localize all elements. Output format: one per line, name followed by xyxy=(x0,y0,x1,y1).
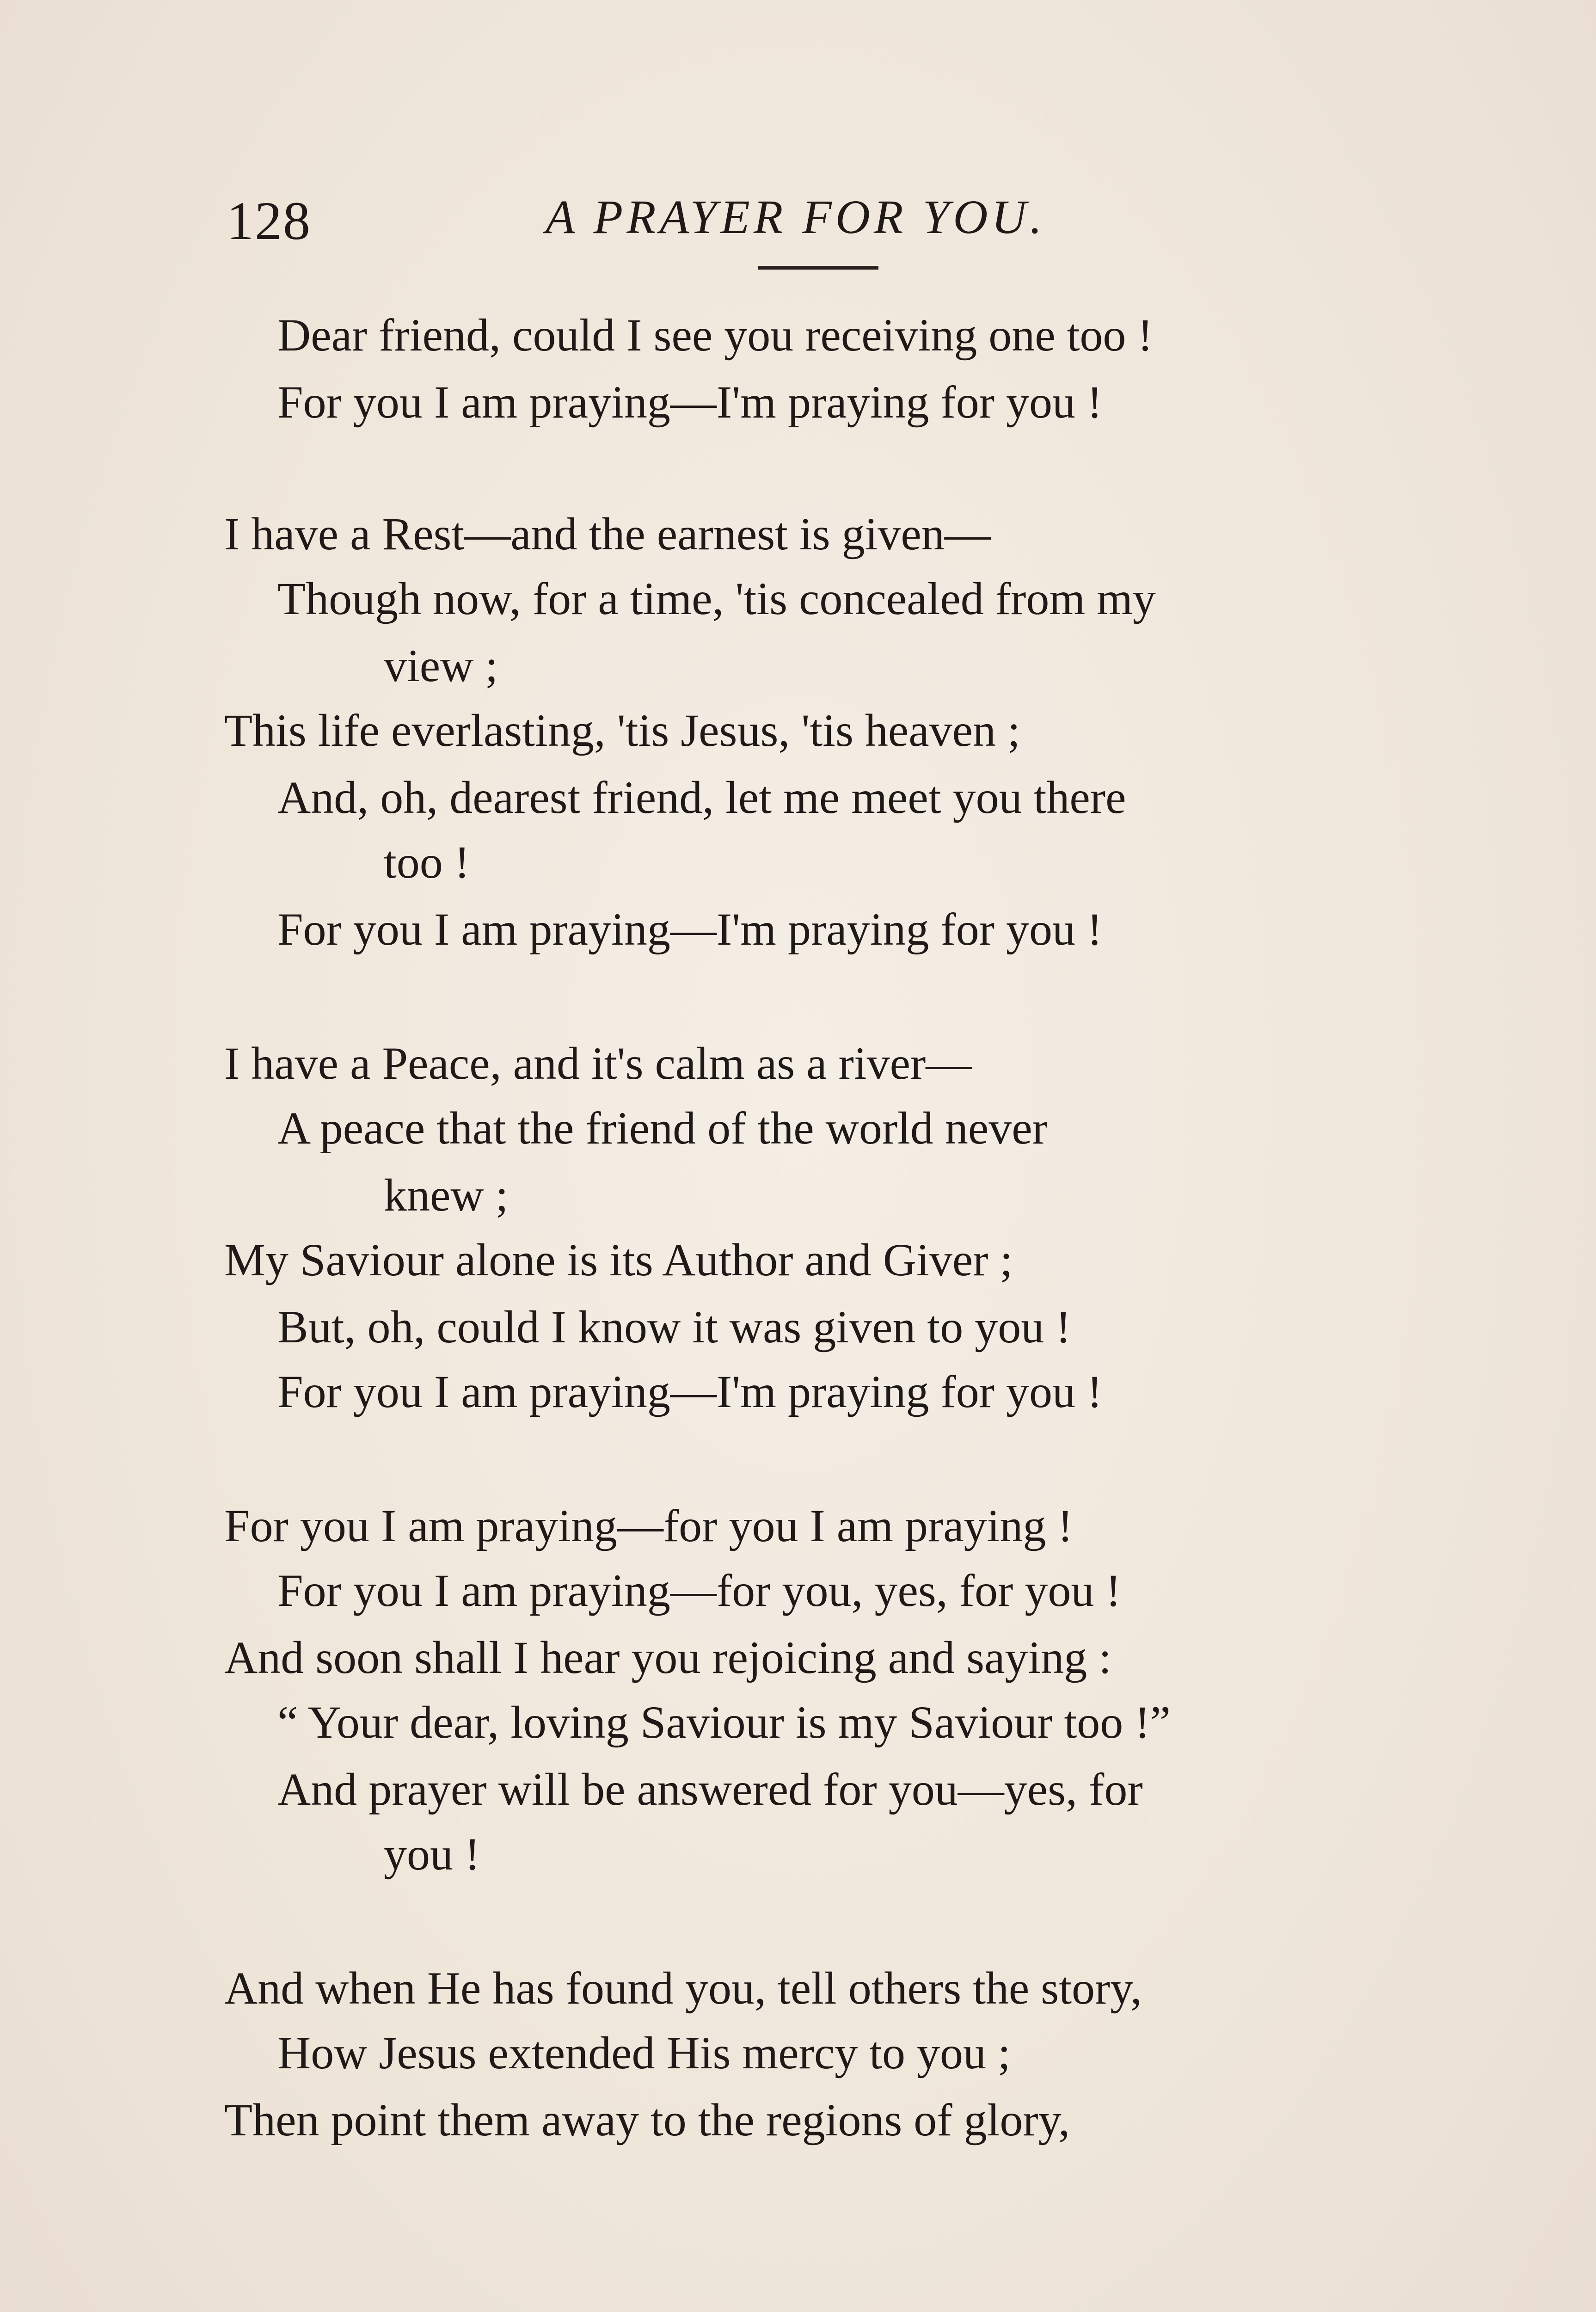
poem-line: And when He has found you, tell others the story, xyxy=(224,1962,1142,2014)
poem-line: For you I am praying—I'm praying for you ! xyxy=(277,376,1103,428)
poem-line: My Saviour alone is its Author and Giver ; xyxy=(224,1234,1013,1285)
poem-line: And soon shall I hear you rejoicing and saying : xyxy=(224,1632,1112,1683)
poem-line: I have a Rest—and the earnest is given— xyxy=(224,508,991,560)
poem-line: too ! xyxy=(384,836,470,888)
poem-line: How Jesus extended His mercy to you ; xyxy=(277,2027,1011,2078)
running-title: A PRAYER FOR YOU. xyxy=(546,191,1046,244)
poem-line: “ Your dear, loving Saviour is my Saviour too !” xyxy=(277,1697,1171,1748)
poem-line: And, oh, dearest friend, let me meet you there xyxy=(277,772,1126,823)
poem-line: For you I am praying—for you I am praying ! xyxy=(224,1500,1073,1551)
page-header xyxy=(0,180,1596,254)
poem-line: Then point them away to the regions of glory, xyxy=(224,2094,1070,2146)
poem-line: And prayer will be answered for you—yes, for xyxy=(277,1764,1143,1815)
page-number: 128 xyxy=(227,191,311,251)
poem-line: For you I am praying—I'm praying for you ! xyxy=(277,904,1103,955)
poem-line: you ! xyxy=(384,1828,480,1880)
poem-line: Dear friend, could I see you receiving one too ! xyxy=(277,309,1153,361)
poem-line: For you I am praying—for you, yes, for you ! xyxy=(277,1565,1121,1616)
poem-line: I have a Peace, and it's calm as a river— xyxy=(224,1038,972,1089)
poem-line: This life everlasting, 'tis Jesus, 'tis heaven ; xyxy=(224,705,1020,756)
poem-line: A peace that the friend of the world never xyxy=(277,1102,1048,1154)
poem-line: For you I am praying—I'm praying for you ! xyxy=(277,1366,1103,1417)
poem-line: Though now, for a time, 'tis concealed from my xyxy=(277,573,1156,624)
title-rule xyxy=(758,266,878,270)
poem-line: knew ; xyxy=(384,1169,509,1221)
poem-line: But, oh, could I know it was given to you ! xyxy=(277,1301,1071,1353)
poem-line: view ; xyxy=(384,640,498,691)
